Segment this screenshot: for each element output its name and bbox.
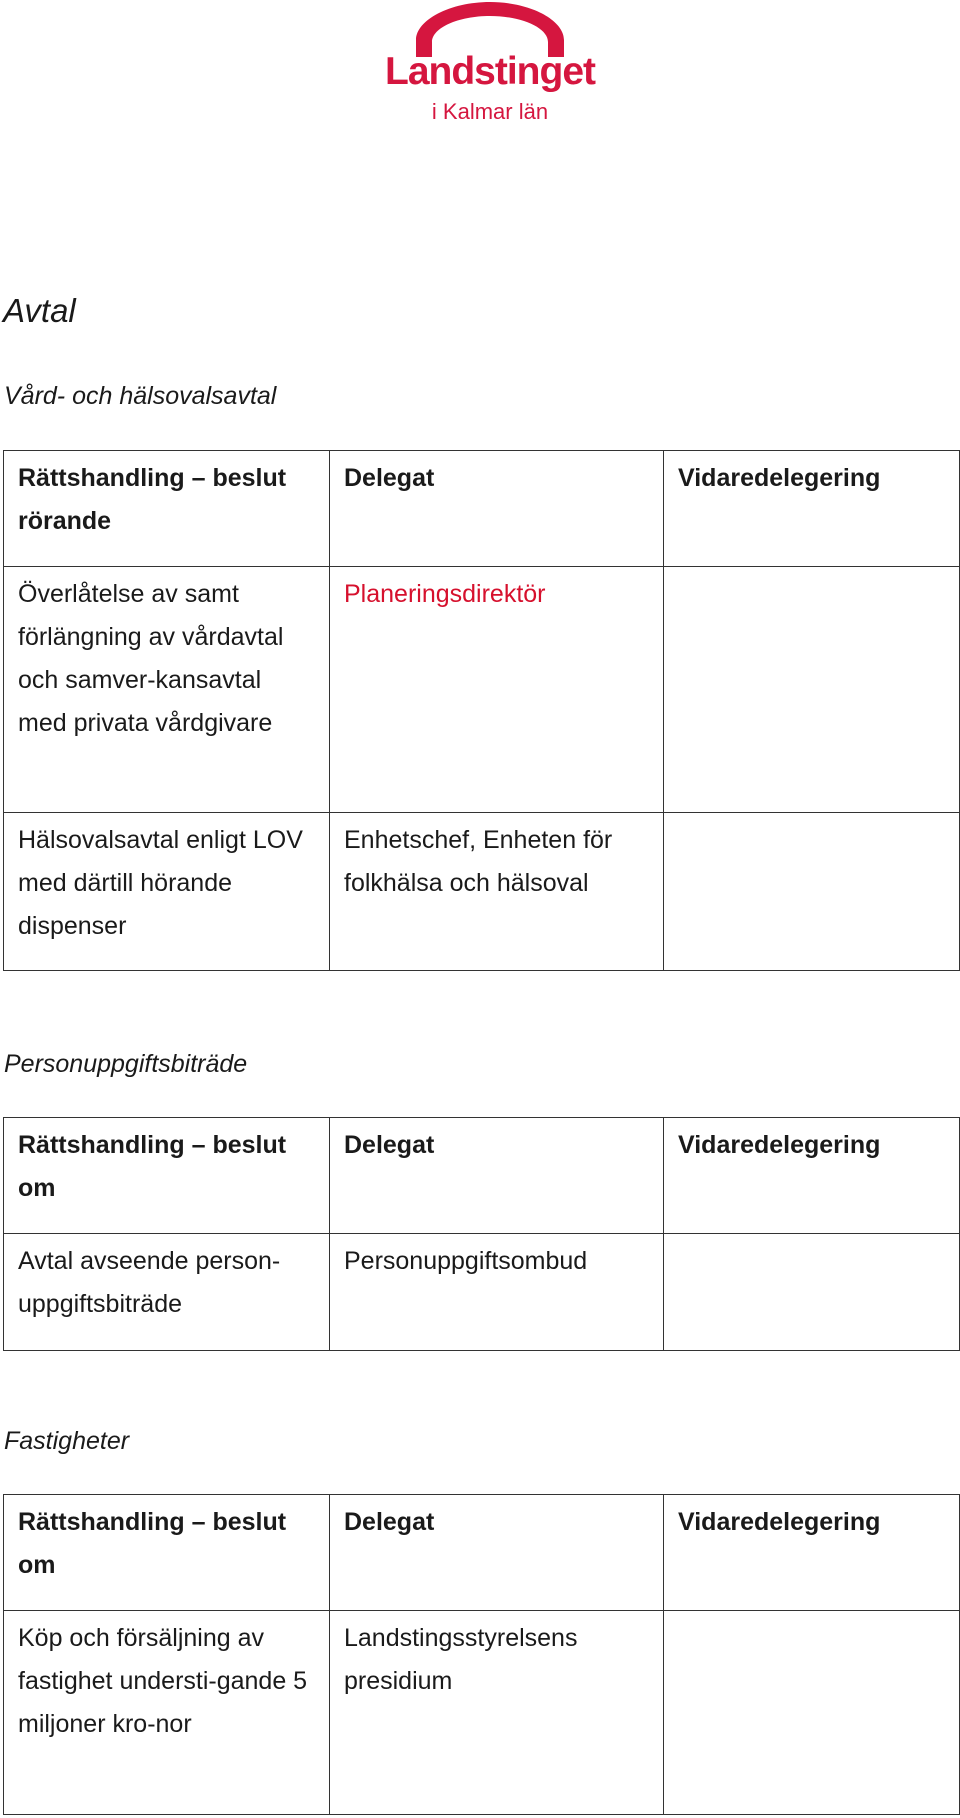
table-header-row (4, 1495, 960, 1611)
header-cell-rattshandling: Rättshandling – beslut rörande (4, 451, 330, 567)
table-header-row (4, 1118, 960, 1234)
cell-vidaredelegering (664, 567, 960, 813)
header-cell-delegat: Delegat (330, 451, 664, 567)
cell-delegat: Enhetschef, Enheten för folkhälsa och hälsoval (330, 813, 664, 971)
page-heading: Avtal (3, 292, 76, 329)
table-row (4, 567, 960, 813)
delegation-table (3, 1494, 960, 1815)
delegation-table (3, 450, 960, 971)
logo-subtitle: i Kalmar län (431, 99, 549, 124)
section-title: Fastigheter (4, 1427, 130, 1455)
header-cell-vidaredelegering: Vidaredelegering (664, 1495, 960, 1611)
cell-rattshandling: Köp och försäljning av fastighet understi-gande 5 miljoner kro-nor (4, 1611, 330, 1815)
logo-name: Landstinget (385, 50, 595, 93)
cell-delegat: Landstingsstyrelsens presidium (330, 1611, 664, 1815)
cell-vidaredelegering (664, 1611, 960, 1815)
header-cell-rattshandling: Rättshandling – beslut om (4, 1495, 330, 1611)
cell-delegat: Planeringsdirektör (330, 567, 664, 813)
header-cell-vidaredelegering: Vidaredelegering (664, 451, 960, 567)
cell-vidaredelegering (664, 1234, 960, 1351)
section-title: Personuppgiftsbiträde (4, 1050, 248, 1078)
header-cell-vidaredelegering: Vidaredelegering (664, 1118, 960, 1234)
cell-rattshandling: Avtal avseende person-uppgiftsbiträde (4, 1234, 330, 1351)
section-title: Vård- och hälsovalsavtal (4, 382, 277, 410)
header-cell-rattshandling: Rättshandling – beslut om (4, 1118, 330, 1234)
table-row (4, 1234, 960, 1351)
header-cell-delegat: Delegat (330, 1118, 664, 1234)
landstinget-logo (370, 0, 610, 130)
cell-rattshandling: Hälsovalsavtal enligt LOV med därtill hörande dispenser (4, 813, 330, 971)
cell-vidaredelegering (664, 813, 960, 971)
header-cell-delegat: Delegat (330, 1495, 664, 1611)
table-row (4, 1611, 960, 1815)
cell-rattshandling: Överlåtelse av samt förlängning av vårdavtal och samver-kansavtal med privata vårdgivare (4, 567, 330, 813)
table-header-row (4, 451, 960, 567)
delegation-table (3, 1117, 960, 1351)
cell-delegat: Personuppgiftsombud (330, 1234, 664, 1351)
table-row (4, 813, 960, 971)
